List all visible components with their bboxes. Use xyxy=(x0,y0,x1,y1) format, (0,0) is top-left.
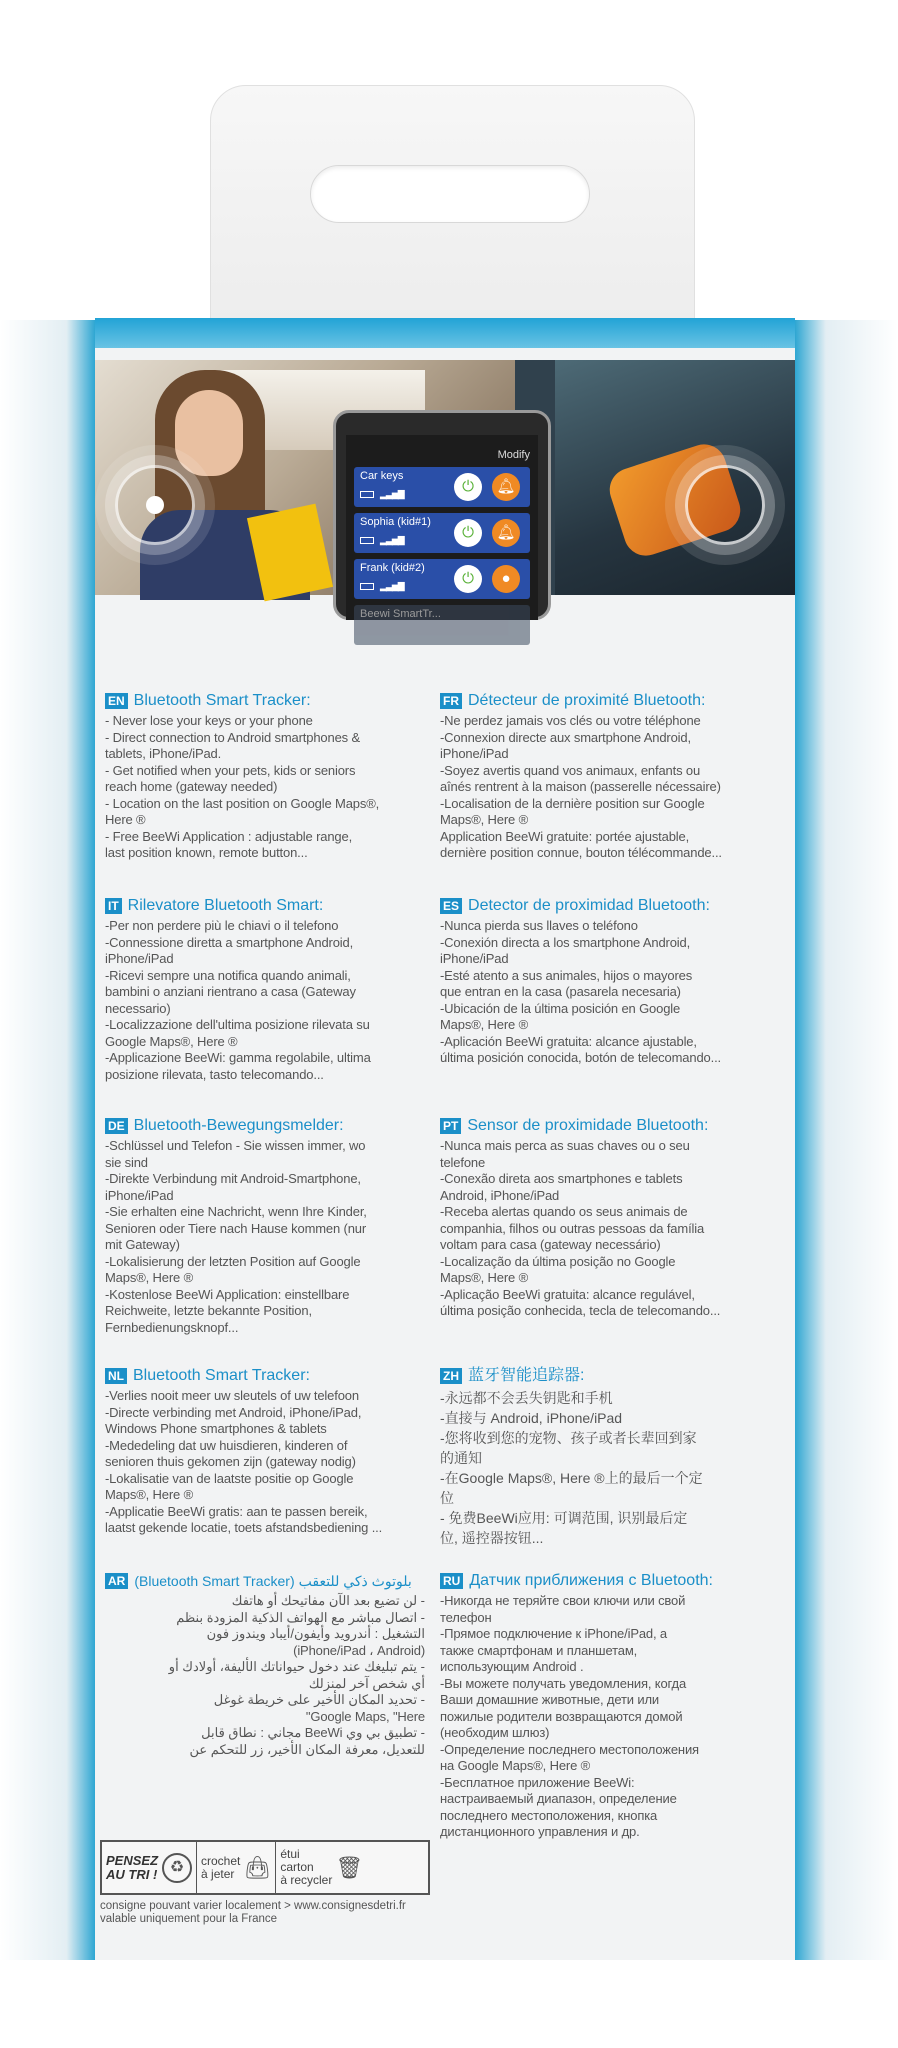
tracker-row[interactable] xyxy=(354,559,530,599)
text-line: última posición conocida, botón de telecomando... xyxy=(440,1050,721,1065)
location-pin-icon[interactable]: ● xyxy=(492,565,520,593)
text-line: -Applicatie BeeWi gratis: aan te passen bereik, xyxy=(105,1503,368,1519)
text-line: на Google Maps®, Here ® xyxy=(440,1758,591,1773)
smartphone xyxy=(333,410,551,620)
pensez-line-2: AU TRI ! xyxy=(106,1866,158,1882)
text-line: -Localização da última posição no Google xyxy=(440,1253,676,1269)
battery-icon xyxy=(360,583,374,590)
text-line: -Aplicação BeeWi gratuita: alcance regulável, xyxy=(440,1286,695,1302)
text-line: 位, 遥控器按钮... xyxy=(440,1530,544,1546)
text-line: -Sie erhalten eine Nachricht, wenn Ihre Kinder, xyxy=(105,1204,367,1219)
tracker-name: Sophia (kid#1) xyxy=(360,516,431,528)
power-icon[interactable]: ⏻ xyxy=(454,519,482,547)
section-title-latin: (Bluetooth Smart Tracker) xyxy=(134,1572,295,1589)
section-title: Rilevatore Bluetooth Smart: xyxy=(127,896,324,914)
text-line: Maps®, Here ® xyxy=(105,1270,194,1285)
section-es xyxy=(440,895,785,1067)
signal-bars-icon: ▂▃▅▇ xyxy=(380,535,404,545)
recycling-notice xyxy=(100,1900,440,1926)
text-line: -Ricevi sempre una notifica quando animali, xyxy=(105,967,351,983)
text-line: companhia, filhos ou outras pessoas da família xyxy=(440,1220,705,1236)
signal-bars-icon: ▂▃▅▇ xyxy=(380,489,404,499)
text-line: -Receba alertas quando os seus animais de xyxy=(440,1204,688,1219)
text-line: -Прямое подключение к iPhone/iPad, а xyxy=(440,1626,668,1641)
text-line: Maps®, Here ® xyxy=(440,812,529,827)
text-line: -Localisation de la dernière position sur Google xyxy=(440,795,705,811)
section-fr xyxy=(440,690,785,862)
section-title: 蓝牙智能追踪器: xyxy=(468,1366,585,1384)
section-title: Bluetooth Smart Tracker: xyxy=(133,1366,310,1384)
text-line: - 免费BeeWi应用: 可调范围, 识别最后定 xyxy=(440,1510,688,1526)
lang-badge: EN xyxy=(105,693,128,709)
signal-bars-icon: ▂▃▅▇ xyxy=(380,581,404,591)
lang-badge: NL xyxy=(105,1368,127,1384)
trash-bag-icon: 👜︎ xyxy=(243,1855,272,1880)
text-line: voltam para casa (gateway necessário) xyxy=(440,1237,661,1252)
etui-line-1: étui xyxy=(280,1847,300,1861)
section-de xyxy=(105,1115,425,1336)
text-line: iPhone/iPad xyxy=(105,1187,174,1203)
section-title: Bluetooth Smart Tracker: xyxy=(133,691,311,709)
box-top-edge xyxy=(95,318,795,348)
text-line: -Lokalisatie van de laatste positie op Google xyxy=(105,1470,354,1486)
text-line: -Per non perdere più le chiavi o il telefono xyxy=(105,918,339,933)
text-line: также смартфонам и планшетам, xyxy=(440,1642,638,1658)
phone-screen xyxy=(346,435,538,620)
text-line: -Ubicación de la última posición en Google xyxy=(440,1000,681,1016)
text-line: última posição conhecida, tecla de telecomando... xyxy=(440,1303,721,1318)
text-line: Maps®, Here ® xyxy=(105,1487,194,1502)
lang-badge: FR xyxy=(440,693,462,709)
lang-badge: ES xyxy=(440,898,462,914)
text-line: -Direkte Verbindung mit Android-Smartphone, xyxy=(105,1171,361,1186)
box-side-left xyxy=(0,320,95,1960)
tracker-row[interactable] xyxy=(354,605,530,645)
text-line: -您将收到您的宠物、孩子或者长辈回到家 xyxy=(440,1430,697,1446)
lang-badge: IT xyxy=(105,898,122,914)
recycling-bin-icon: 🗑︎ xyxy=(335,1855,364,1880)
tracker-row[interactable] xyxy=(354,467,530,507)
tracker-signal-icon xyxy=(115,465,195,545)
pensez-line-1: PENSEZ xyxy=(106,1852,159,1868)
text-line: -Schlüssel und Telefon - Sie wissen immer, wo xyxy=(105,1138,366,1153)
power-icon[interactable]: ⏻ xyxy=(454,473,482,501)
power-icon[interactable]: ⏻ xyxy=(454,565,482,593)
section-ar xyxy=(105,1570,425,1758)
bell-icon[interactable]: 🔔︎ xyxy=(492,473,520,501)
text-line: Application BeeWi gratuite: portée ajustable, xyxy=(440,828,690,844)
etui-cell xyxy=(276,1842,367,1893)
text-line: -永远都不会丢失钥匙和手机 xyxy=(440,1390,613,1406)
text-line: -Verlies nooit meer uw sleutels of uw telefoon xyxy=(105,1388,359,1403)
crochet-line-1: crochet xyxy=(201,1853,241,1868)
consigne-line-2: valable uniquement pour la France xyxy=(100,1913,278,1925)
text-line: iPhone/iPad xyxy=(440,951,509,966)
text-line: telefone xyxy=(440,1154,486,1170)
pensez-au-tri xyxy=(102,1842,197,1893)
section-title: Détecteur de proximité Bluetooth: xyxy=(468,691,706,709)
text-line: iPhone/iPad xyxy=(440,746,509,761)
section-zh xyxy=(440,1365,785,1548)
text-line: senioren thuis gekomen zijn (gateway nodig) xyxy=(105,1454,356,1469)
text-line: bambini o anziani rientrano a casa (Gateway xyxy=(105,984,356,999)
text-line: tablets, iPhone/iPad. xyxy=(105,746,222,761)
recycling-box xyxy=(100,1840,430,1895)
modify-button[interactable]: Modify xyxy=(497,449,530,461)
text-line: - اتصال مباشر مع الهواتف الذكية المزودة بنظم xyxy=(176,1609,425,1625)
text-line: использующим Android . xyxy=(440,1659,584,1674)
text-line: пожилые родители возвращаются домой xyxy=(440,1708,683,1724)
text-line: Ваши домашние животные, дети или xyxy=(440,1692,660,1707)
text-line: телефон xyxy=(440,1609,492,1625)
text-line: Google Maps®, Here ® xyxy=(105,1033,238,1049)
text-line: -Nunca mais perca as suas chaves ou o seu xyxy=(440,1138,690,1153)
luggage-photo xyxy=(555,360,795,595)
text-line: reach home (gateway needed) xyxy=(105,779,278,794)
crochet-cell xyxy=(197,1842,276,1893)
text-line: - Never lose your keys or your phone xyxy=(105,713,313,728)
text-line: 位 xyxy=(440,1490,454,1506)
section-en xyxy=(105,690,425,862)
hang-hole xyxy=(310,165,590,223)
text-line: последнего местоположения, кнопка xyxy=(440,1807,658,1823)
text-line: Reichweite, letzte bekannte Position, xyxy=(105,1303,312,1318)
text-line: laatst gekende locatie, toets afstandsbediening ... xyxy=(105,1520,383,1535)
text-line: iPhone/iPad xyxy=(105,951,174,966)
text-line: -Mededeling dat uw huisdieren, kinderen of xyxy=(105,1437,348,1453)
text-line: aînés rentrent à la maison (passerelle nécessaire) xyxy=(440,779,721,794)
text-line: дистанционного управления и др. xyxy=(440,1824,640,1839)
tracker-name: Beewi SmartTr... xyxy=(360,608,441,620)
box-side-right xyxy=(795,320,898,1960)
text-line: - لن تضيع بعد الآن مفاتيحك أو هاتفك xyxy=(231,1593,425,1608)
text-line: -Directe verbinding met Android, iPhone/iPad, xyxy=(105,1404,362,1420)
text-line: -Никогда не теряйте свои ключи или свой xyxy=(440,1593,686,1608)
lang-badge: ZH xyxy=(440,1368,462,1384)
battery-icon xyxy=(360,537,374,544)
phone-status-bar xyxy=(346,435,538,449)
text-line: (iPhone/iPad ، Android) xyxy=(293,1642,425,1658)
text-line: -Вы можете получать уведомления, когда xyxy=(440,1675,687,1691)
text-line: -Lokalisierung der letzten Position auf Google xyxy=(105,1253,361,1269)
section-title-arabic: بلوتوث ذكي للتعقب xyxy=(298,1572,412,1589)
battery-icon xyxy=(360,491,374,498)
text-line: -Soyez avertis quand vos animaux, enfants ou xyxy=(440,762,701,778)
text-line: -Aplicación BeeWi gratuita: alcance ajustable, xyxy=(440,1033,697,1049)
text-line: Android, iPhone/iPad xyxy=(440,1187,560,1203)
text-line: posizione rilevata, tasto telecomando... xyxy=(105,1066,324,1082)
tracker-name: Car keys xyxy=(360,470,404,482)
text-line: 的通知 xyxy=(440,1450,482,1466)
text-line: -Бесплатное приложение BeeWi: xyxy=(440,1774,635,1790)
section-nl xyxy=(105,1365,425,1537)
text-line: - Location on the last position on Google Maps®, xyxy=(105,795,380,811)
lang-badge: DE xyxy=(105,1118,128,1134)
text-line: -Esté atento a sus animales, hijos o mayores xyxy=(440,967,693,983)
text-line: - يتم تبليغك عند دخول حيواناتك الأليفة، أولادك أو xyxy=(168,1659,425,1674)
lang-badge: PT xyxy=(440,1118,461,1134)
text-line: - Direct connection to Android smartphones & xyxy=(105,729,360,745)
text-line: Here ® xyxy=(105,812,146,827)
text-line: أي شخص آخر لمنزلك xyxy=(308,1675,425,1691)
text-line: -直接与 Android, iPhone/iPad xyxy=(440,1410,623,1426)
text-line: "Google Maps, "Here xyxy=(305,1708,425,1724)
section-title: Датчик приближения с Bluetooth: xyxy=(469,1571,713,1589)
etui-line-3: à recycler xyxy=(280,1873,333,1887)
lang-badge: RU xyxy=(440,1573,463,1589)
text-line: -Localizzazione dell'ultima posizione rilevata su xyxy=(105,1017,370,1032)
tracker-name: Frank (kid#2) xyxy=(360,562,425,574)
text-line: -Connexion directe aux smartphone Android, xyxy=(440,729,691,745)
text-line: - Get notified when your pets, kids or seniors xyxy=(105,762,356,778)
text-line: -Connessione diretta a smartphone Android, xyxy=(105,934,354,950)
text-line: -Nunca pierda sus llaves o teléfono xyxy=(440,918,638,933)
text-line: necessario) xyxy=(105,1000,171,1016)
text-line: sie sind xyxy=(105,1154,148,1170)
product-photo-banner xyxy=(95,360,795,620)
text-line: last position known, remote button... xyxy=(105,845,308,860)
section-ru xyxy=(440,1570,785,1841)
text-line: -Applicazione BeeWi: gamma regolabile, ultima xyxy=(105,1050,371,1065)
text-line: - Free BeeWi Application : adjustable range, xyxy=(105,828,353,844)
section-it xyxy=(105,895,425,1083)
text-line: - تطبيق بي وي BeeWi مجاني : نطاق قابل xyxy=(201,1725,425,1740)
text-line: -Определение последнего местоположения xyxy=(440,1741,699,1757)
text-line: Maps®, Here ® xyxy=(440,1270,529,1285)
text-line: -Kostenlose BeeWi Application: einstellbare xyxy=(105,1286,350,1302)
text-line: mit Gateway) xyxy=(105,1237,180,1252)
crochet-line-2: à jeter xyxy=(201,1866,235,1881)
bell-icon[interactable]: 🔔︎ xyxy=(492,519,520,547)
text-line: -Conexão direta aos smartphones e tablets xyxy=(440,1171,683,1186)
consigne-line-1: consigne pouvant varier localement > www.consignesdetri.fr xyxy=(100,1900,406,1912)
recycle-icon: ♻ xyxy=(162,1853,192,1883)
text-line: que entran en la casa (pasarela necesaria) xyxy=(440,984,681,999)
text-line: настраиваемый диапазон, определение xyxy=(440,1791,677,1806)
etui-line-2: carton xyxy=(280,1860,314,1874)
text-line: -Ne perdez jamais vos clés ou votre téléphone xyxy=(440,713,701,728)
text-line: Maps®, Here ® xyxy=(440,1017,529,1032)
text-line: -Conexión directa a los smartphone Android, xyxy=(440,934,691,950)
text-line: (необходим шлюз) xyxy=(440,1725,550,1740)
lang-badge: AR xyxy=(105,1573,128,1589)
text-line: للتعديل، معرفة المكان الأخير، زر للتحكم عن xyxy=(189,1741,425,1757)
text-line: - تحديد المكان الأخير على خريطة غوغل xyxy=(213,1692,425,1707)
girl-face xyxy=(175,390,243,476)
section-title: Sensor de proximidade Bluetooth: xyxy=(467,1116,709,1134)
text-line: dernière position connue, bouton télécommande... xyxy=(440,845,722,860)
text-line: Senioren oder Tiere nach Hause kommen (nur xyxy=(105,1220,367,1236)
section-title: Bluetooth-Bewegungsmelder: xyxy=(133,1116,344,1134)
tracker-signal-icon xyxy=(685,465,765,545)
text-line: التشغيل : أندرويد وأيفون/أيباد ويندوز فون xyxy=(206,1626,425,1641)
text-line: Windows Phone smartphones & tablets xyxy=(105,1421,327,1436)
text-line: Fernbedienungsknopf... xyxy=(105,1319,239,1335)
text-line: -在Google Maps®, Here ®上的最后一个定 xyxy=(440,1470,703,1486)
tracker-row[interactable] xyxy=(354,513,530,553)
section-pt xyxy=(440,1115,785,1320)
section-title: Detector de proximidad Bluetooth: xyxy=(468,896,710,914)
